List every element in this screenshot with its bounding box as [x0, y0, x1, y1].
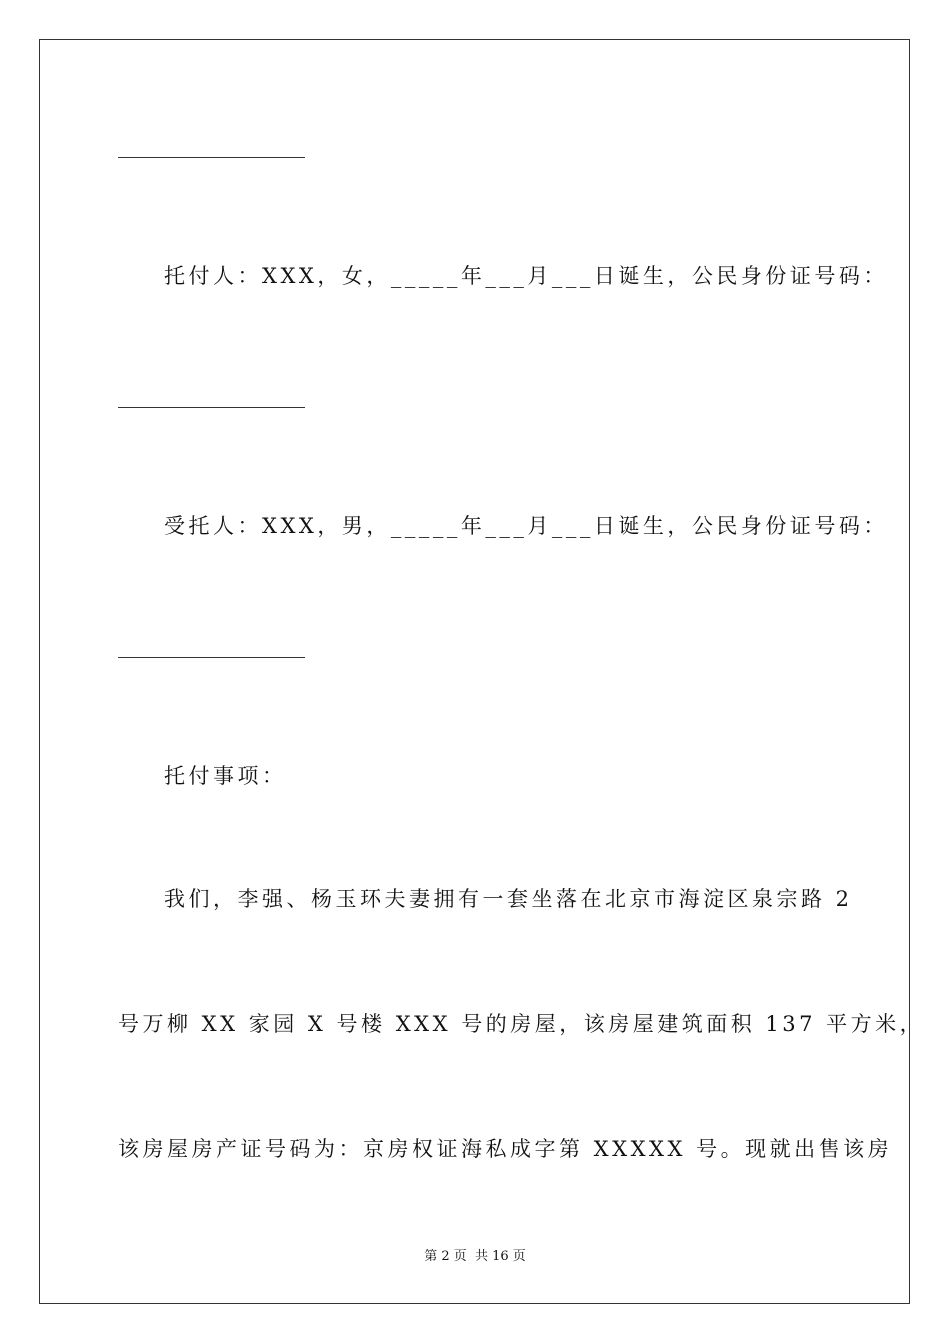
- principal-line: 托付人：XXX，女，_____年___月___日诞生，公民身份证号码：: [164, 264, 888, 288]
- matters-heading: 托付事项：: [164, 764, 287, 788]
- body-paragraph-line: 我们，李强、杨玉环夫妻拥有一套坐落在北京市海淀区泉宗路 2: [164, 887, 853, 911]
- blank-underline: [118, 657, 305, 658]
- total-pages: 共 16 页: [474, 1249, 526, 1264]
- page-border: [39, 39, 925, 1304]
- body-paragraph-line: 该房屋房产证号码为：京房权证海私成字第 XXXXX 号。现就出售该房: [118, 1137, 893, 1161]
- agent-line: 受托人：XXX，男，_____年___月___日诞生，公民身份证号码：: [164, 514, 888, 538]
- page-footer: [0, 1248, 950, 1266]
- body-paragraph-line: 号万柳 XX 家园 X 号楼 XXX 号的房屋，该房屋建筑面积 137 平方米，: [118, 1012, 925, 1036]
- page-number: 第 2 页: [424, 1249, 467, 1264]
- blank-underline: [118, 157, 305, 158]
- blank-underline: [118, 407, 305, 408]
